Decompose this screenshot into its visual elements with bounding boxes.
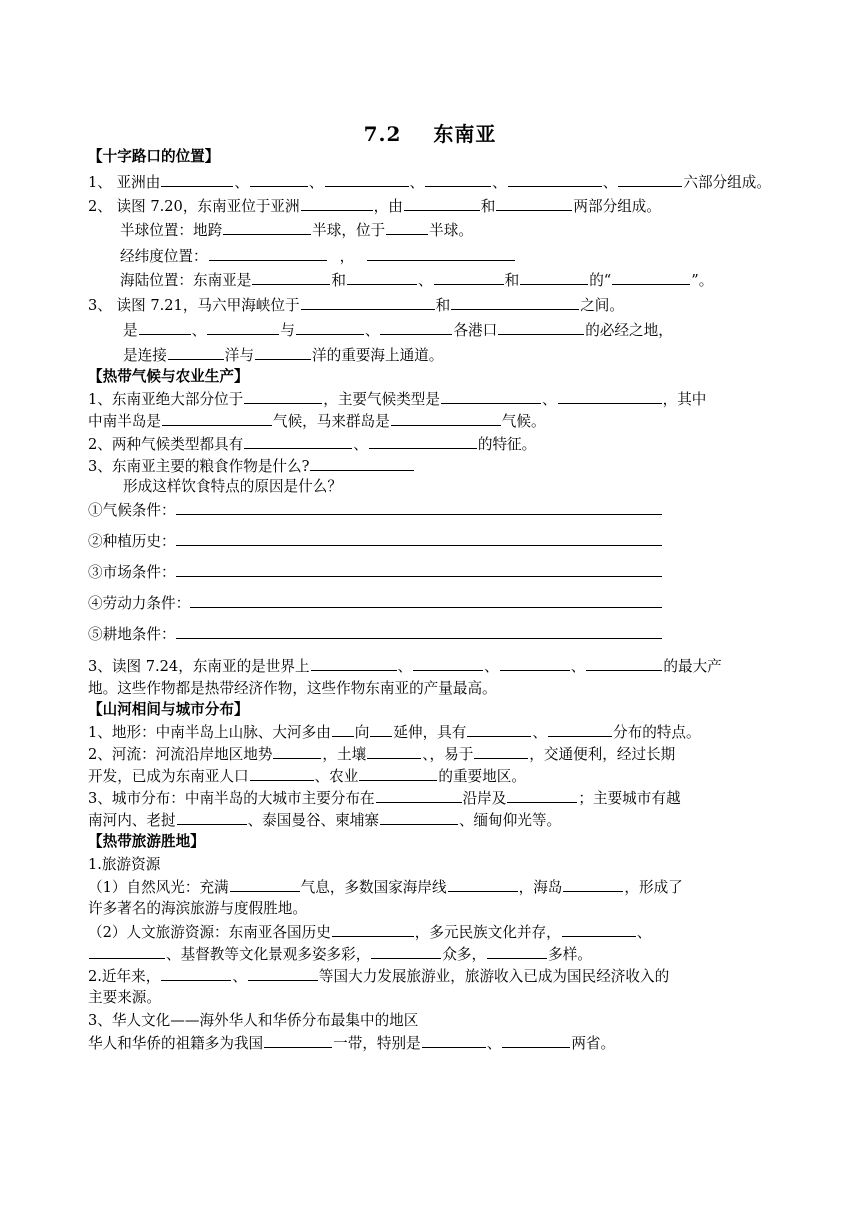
blank[interactable] [451,295,579,310]
question-line: 2.近年来， 、 等国大力发展旅游业，旅游收入已成为国民经济收入的 [88,968,670,985]
question-line: 南河内、老挝 、泰国曼谷、柬埔寨 、缅甸仰光等。 [88,812,562,829]
blank[interactable] [404,196,480,211]
blank[interactable] [434,270,504,285]
question-line: 经纬度位置： ， [120,246,516,267]
blank[interactable] [161,966,231,981]
blank[interactable] [507,788,577,803]
question-line: 开发，已成为东南亚人口 、农业 的重要地区。 [88,768,526,785]
blank[interactable] [508,172,602,187]
title-number: 7.2 [363,122,402,146]
blank[interactable] [255,345,311,360]
blank[interactable] [161,172,233,187]
blank[interactable] [422,1033,486,1048]
blank[interactable] [391,411,501,426]
answer-line[interactable] [176,562,662,577]
question-line: 形成这样饮食特点的原因是什么？ [123,478,342,495]
blank[interactable] [252,270,330,285]
question-line: 2、河流：河流沿岸地区地势 ，土壤 、，易于 ，交通便利，经过长期 [88,746,676,763]
blank[interactable] [563,877,623,892]
answer-line[interactable] [176,500,662,515]
blank[interactable] [376,788,462,803]
blank[interactable] [250,172,308,187]
blank[interactable] [177,810,247,825]
blank[interactable] [413,656,483,671]
blank[interactable] [448,877,518,892]
blank[interactable] [207,320,279,335]
blank[interactable] [162,411,272,426]
blank[interactable] [139,320,191,335]
blank[interactable] [332,722,354,737]
blank[interactable] [244,389,322,404]
question-line: （2）人文旅游资源：东南亚各国历史 ，多元民族文化并存， 、 [88,924,652,941]
blank[interactable] [558,389,662,404]
reason-line: ④劳动力条件： [88,593,662,614]
blank[interactable] [371,944,441,959]
blank[interactable] [487,944,547,959]
blank[interactable] [548,722,612,737]
blank[interactable] [474,744,528,759]
blank[interactable] [498,320,584,335]
reason-line: ①气候条件： [88,500,662,521]
blank[interactable] [425,172,491,187]
blank[interactable] [380,320,452,335]
blank[interactable] [311,656,397,671]
blank[interactable] [248,966,318,981]
question-line: 地。这些作物都是热带经济作物，这些作物东南亚的产量最高。 [88,680,497,697]
question-line: 华人和华侨的祖籍多为我国 一带，特别是 、 两省。 [88,1035,616,1052]
answer-line[interactable] [190,593,662,608]
page-title [0,118,860,147]
question-line: 、基督教等文化景观多姿多彩， 众多， 多样。 [88,944,592,965]
blank[interactable] [367,246,515,261]
blank[interactable] [301,295,435,310]
section-heading-location: 【十字路口的位置】 [88,148,220,165]
blank[interactable] [89,944,165,959]
blank[interactable] [359,766,437,781]
blank[interactable] [168,345,224,360]
blank[interactable] [296,320,364,335]
blank[interactable] [223,220,311,235]
blank[interactable] [273,744,321,759]
blank[interactable] [332,922,414,937]
blank[interactable] [347,270,417,285]
question-line: 3、 读图 7.21，马六甲海峡位于 和 之间。 [88,297,624,314]
question-line: 主要来源。 [88,989,161,1006]
question-line: 海陆位置：东南亚是 和 、 和 的“ ”。 [120,272,714,289]
blank[interactable] [520,270,588,285]
reason-line: ⑤耕地条件： [88,624,662,645]
question-line: 1、东南亚绝大部分位于 ，主要气候类型是 、 ，其中 [88,391,707,408]
section-heading-terrain: 【山河相间与城市分布】 [88,701,249,718]
blank[interactable] [244,434,352,449]
question-line: 中南半岛是 气候，马来群岛是 气候。 [88,413,546,430]
blank[interactable] [618,172,682,187]
blank[interactable] [230,877,300,892]
blank[interactable] [250,766,314,781]
title-name: 东南亚 [433,122,497,146]
blank[interactable] [367,744,421,759]
blank[interactable] [467,722,531,737]
question-line: 2、两种气候类型都具有 、 的特征。 [88,436,537,453]
question-line: 3、读图 7.24，东南亚的是世界上 、 、 、 的最大产 [88,658,722,675]
question-line: 3、城市分布：中南半岛的大城市主要分布在 沿岸及 ；主要城市有越 [88,790,681,807]
blank[interactable] [369,434,477,449]
blank[interactable] [586,656,662,671]
question-line: 2、 读图 7.20，东南亚位于亚洲 ，由 和 两部分组成。 [88,198,661,215]
blank[interactable] [502,1033,570,1048]
question-line: 是 、 与 、 各港口 的必经之地， [123,322,673,339]
question-line: （1）自然风光：充满 气息，多数国家海岸线 ，海岛 ，形成了 [88,879,683,896]
question-line: 是连接 洋与 洋的重要海上通道。 [123,347,444,364]
blank[interactable] [209,246,327,261]
section-heading-climate: 【热带气候与农业生产】 [88,368,249,385]
blank[interactable] [301,196,373,211]
answer-line[interactable] [176,531,662,546]
question-line: 3、东南亚主要的粮食作物是什么? [88,456,415,477]
reason-line: ②种植历史： [88,531,662,552]
blank[interactable] [380,810,458,825]
blank[interactable] [496,196,572,211]
blank[interactable] [562,922,636,937]
blank[interactable] [441,389,541,404]
question-line: 半球位置：地跨 半球，位于 半球。 [120,222,473,239]
blank[interactable] [612,270,690,285]
question-line: 3、华人文化——海外华人和华侨分布最集中的地区 [88,1012,419,1029]
section-heading-tourism: 【热带旅游胜地】 [88,833,205,850]
question-line: 1、 亚洲由 、 、 、 、 、 六部分组成。 [88,174,771,191]
answer-line[interactable] [176,624,662,639]
question-line: 1.旅游资源 [88,856,161,873]
blank[interactable] [325,172,409,187]
blank[interactable] [386,220,428,235]
reason-line: ③市场条件： [88,562,662,583]
blank[interactable] [370,722,392,737]
question-line: 1、地形：中南半岛上山脉、大河多由 向 延伸，具有 、 分布的特点。 [88,724,701,741]
blank[interactable] [310,456,414,471]
question-line: 许多著名的海滨旅游与度假胜地。 [88,900,307,917]
blank[interactable] [264,1033,332,1048]
blank[interactable] [500,656,570,671]
